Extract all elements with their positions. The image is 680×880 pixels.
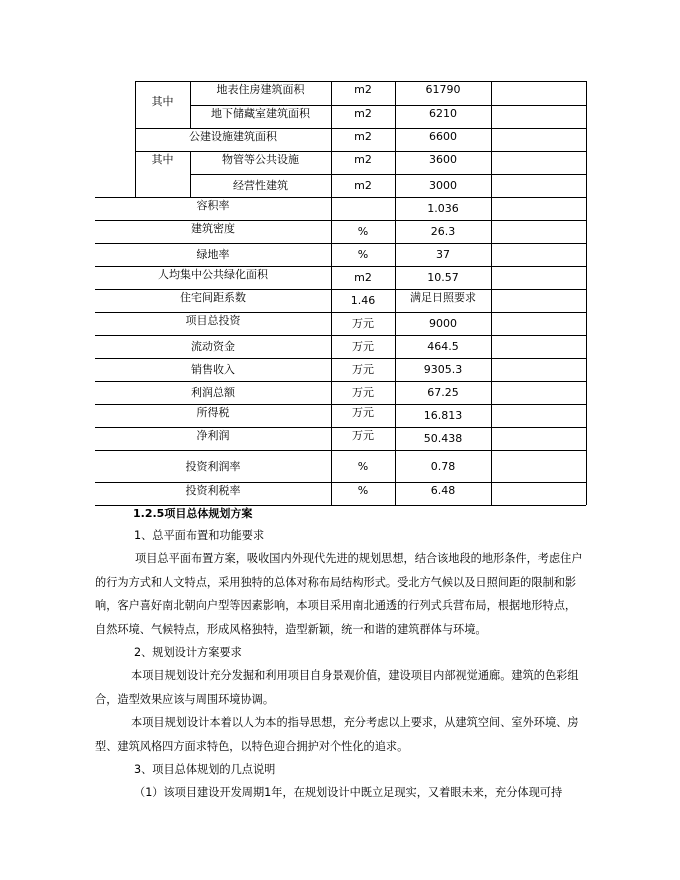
- section-heading: 1.2.5项目总体规划方案: [133, 507, 253, 520]
- table-cell-unit: 万元: [352, 340, 374, 353]
- table-cell-unit: 万元: [352, 317, 374, 330]
- table-cell-unit: m2: [354, 83, 372, 96]
- table-cell-unit: %: [357, 225, 369, 238]
- table-cell-value: 9305.3: [423, 363, 463, 376]
- table-cell-value: 6600: [429, 130, 457, 143]
- table-rule: [491, 81, 492, 505]
- indicator-table: [95, 81, 586, 506]
- table-cell-item: 住宅间距系数: [180, 291, 246, 304]
- table-cell-item: 销售收入: [191, 363, 235, 376]
- table-cell-value: 3000: [429, 179, 457, 192]
- table-cell-unit: %: [357, 248, 369, 261]
- table-cell-item: 地下储藏室建筑面积: [211, 107, 310, 120]
- subheading: 2、规划设计方案要求: [134, 646, 242, 659]
- table-cell-value: 16.813: [423, 409, 463, 422]
- table-cell-unit: m2: [354, 130, 372, 143]
- paragraph: 本项目规划设计充分发掘和利用项目自身景观价值，建设项目内部视觉通廊。建筑的色彩组合，造型效果应该与周围环境协调。: [95, 669, 579, 706]
- table-cell-value: 0.78: [430, 459, 456, 473]
- paragraph: （1）该项目建设开发周期1年，在规划设计中既立足现实，又着眼未来，充分体现可持: [134, 786, 563, 799]
- table-cell-value: 6.48: [430, 484, 456, 497]
- table-cell-value: 3600: [429, 153, 457, 166]
- table-rule: [586, 81, 587, 505]
- table-cell-value: 1.036: [427, 202, 459, 215]
- table-cell-item: 公建设施建筑面积: [189, 130, 277, 143]
- table-cell-unit: 万元: [352, 429, 374, 442]
- table-cell-item: 绿地率: [196, 248, 230, 261]
- table-cell-item: 所得税: [196, 406, 230, 419]
- table-cell-item: 物管等公共设施: [222, 153, 299, 166]
- table-cell-value: 464.5: [427, 340, 459, 353]
- table-cell-item: 投资利税率: [185, 484, 241, 497]
- table-cell-unit: 万元: [352, 406, 374, 419]
- table-cell-unit: m2: [354, 153, 372, 166]
- table-cell-value: 满足日照要求: [410, 291, 476, 304]
- table-cell-item: 流动资金: [191, 340, 235, 353]
- table-cell-value: 37: [436, 248, 450, 261]
- table-cell-item: 建筑密度: [191, 222, 235, 235]
- table-cell-item: 利润总额: [191, 386, 235, 399]
- subheading: 3、项目总体规划的几点说明: [134, 763, 276, 776]
- table-cell-item: 净利润: [196, 429, 230, 442]
- table-cell-item: 人均集中公共绿化面积: [158, 268, 268, 281]
- table-cell-value: 67.25: [427, 386, 459, 399]
- table-cell-item: 地表住房建筑面积: [216, 83, 305, 96]
- paragraph: 项目总平面布置方案，吸收国内外现代先进的规划思想，结合该地段的地形条件，考虑住户的行为方式和人文特点，采用独特的总体对称布局结构形式。受北方气候以及日照间距的限制和影响，客户喜好南北朝向户型等因素影响，本项目采用南北通透的行列式兵营布局，根据地形特点，自然环境、气候特点，形成风格独特，造型新颖，统一和谐的建筑群体与环境。: [95, 552, 583, 636]
- table-cell-value: 50.438: [423, 432, 463, 445]
- table-cell-value: 10.57: [427, 271, 459, 284]
- table-cell-unit: %: [357, 459, 369, 473]
- subheading: 1、总平面布置和功能要求: [134, 529, 265, 542]
- table-cell-item: 项目总投资: [185, 314, 241, 327]
- table-cell-unit: 万元: [352, 363, 374, 376]
- table-cell-item: 经营性建筑: [233, 179, 288, 192]
- table-cell-item: 容积率: [196, 199, 230, 212]
- table-cell-value: 6210: [429, 107, 457, 120]
- table-cell-unit: %: [357, 484, 369, 497]
- group-label: 其中: [151, 94, 174, 108]
- paragraph: 本项目规划设计本着以人为本的指导思想，充分考虑以上要求，从建筑空间、室外环境、房型、建筑风格四方面求特色，以特色迎合拥护对个性化的追求。: [95, 716, 579, 753]
- table-cell-unit: 1.46: [350, 294, 376, 307]
- group-label: 其中: [151, 153, 174, 166]
- table-cell-value: 26.3: [430, 225, 456, 238]
- table-cell-value: 9000: [429, 317, 457, 330]
- table-cell-unit: m2: [354, 271, 372, 284]
- table-cell-unit: m2: [354, 179, 372, 192]
- table-cell-value: 61790: [425, 83, 461, 96]
- table-cell-unit: 万元: [352, 386, 374, 399]
- table-cell-item: 投资利润率: [185, 459, 241, 473]
- table-cell-unit: [331, 197, 395, 220]
- table-cell-unit: m2: [354, 107, 372, 120]
